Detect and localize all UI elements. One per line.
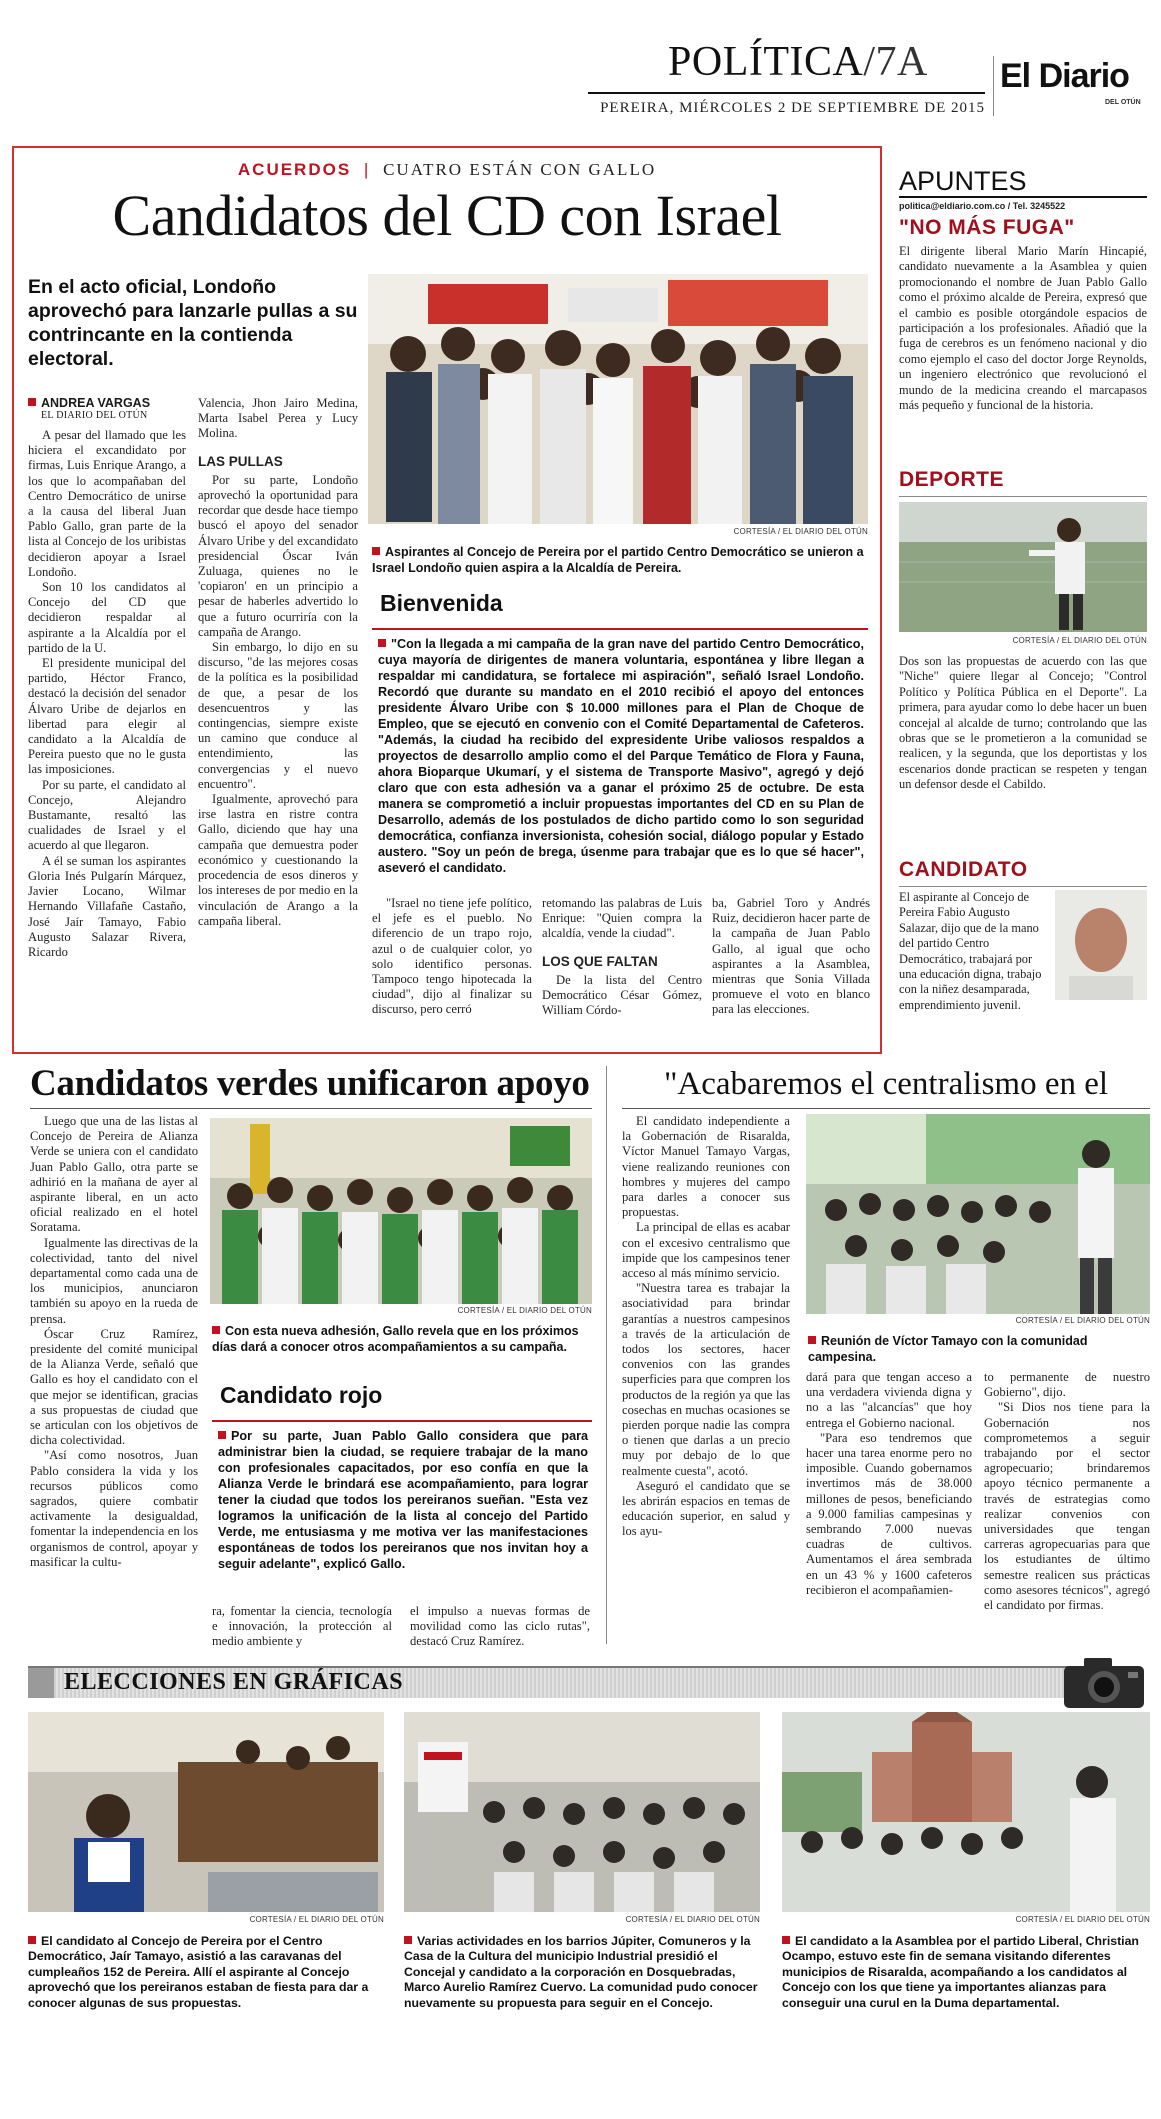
paragraph: El presidente municipal del partido, Héctor Franco, destacó la decisión del senador Álvaro Uribe de dejarlos en libertad para elegir al candidato a la Alcaldía de Pereira puesto que no le gusta las imposiciones. — [28, 656, 186, 777]
header-rule — [588, 92, 985, 94]
apuntes-sidebar — [895, 146, 1151, 1054]
subhead-pullas: LAS PULLAS — [198, 453, 283, 469]
byline-org: EL DIARIO DEL OTÚN — [41, 410, 148, 421]
page-number: /7A — [863, 39, 928, 85]
lead-deck: En el acto oficial, Londoño aprovechó para lanzarle pullas a su contrincante en la contienda electoral. — [28, 276, 358, 370]
paragraph: Igualmente las directivas de la colectividad, tanto del nivel departamental como cada una de los municipios, anunciaron también su apoyo en la rueda de prensa. — [30, 1235, 198, 1326]
candidato-text — [899, 890, 1049, 1013]
paragraph: dará para que tengan acceso a una verdadera vivienda digna y no a las "alcancías" que hoy entrega el Gobierno nacional. — [806, 1370, 972, 1430]
paragraph: A pesar del llamado que les hiciera el excandidato por firmas, Luis Enrique Arango, a los que lo acompañaban del Centro Democrático de unirse a la causa del liberal Juan Pablo Gallo, gran parte de la lista al Concejo de los uribistas decidieron apoyar a Israel Londoño. — [28, 428, 186, 579]
brand-sub: DEL OTÚN — [1105, 99, 1141, 106]
deporte-photo — [899, 502, 1147, 632]
paragraph: Óscar Cruz Ramírez, presidente del comité municipal de la Alianza Verde, señaló que Gallo es hoy el candidato con el que mejor se identifican, gracias a sus propuestas de ciudad que se articulan con los objetivos de dicha colectividad. — [30, 1326, 198, 1448]
lead-col-3 — [372, 896, 532, 1018]
caption-text: El candidato al Concejo de Pereira por el Centro Democrático, Jaír Tamayo, asistió a las caravanas del cumpleaños 152 de Pereira. Allí el aspirante al Concejo aprovechó que los pereiranos estaban de fiesta para dar a conocer algunas de sus propuestas. — [28, 1934, 369, 2010]
bienvenida-marker — [378, 639, 386, 647]
camera-icon — [1058, 1652, 1150, 1710]
paragraph: "Para eso tendremos que hacer una tarea enorme pero no imposible. Cuando gobernamos invertimos más de 38.000 millones de pesos, beneficiando a 9.000 familias campesinas y sembrando 7.000 nuevas cuadras de cultivos. Aumentamos el área sembrada en un 43 % y 1600 cafeteros recibieron el acompañamien- — [806, 1430, 972, 1597]
brand-divider — [993, 56, 994, 116]
rojo-rule — [212, 1420, 592, 1422]
apuntes-rule — [899, 196, 1147, 198]
paragraph: El aspirante al Concejo de Pereira Fabio Augusto Salazar, dijo que de la mano del partido Centro Democrático, trabajará por una educación digna, trabajo con la niñez desamparada, emprendimiento juvenil. — [899, 890, 1042, 1012]
paragraph: ra, fomentar la ciencia, tecnología e innovación, la protección al medio ambiente y — [212, 1604, 392, 1649]
paragraph: Por su parte, el candidato al Concejo, Alejandro Bustamante, resaltó las cualidades de Israel y el acuerdo al que llegaron. — [28, 777, 186, 853]
paragraph: "Nuestra tarea es trabajar la asociatividad para brindar garantías a nuestros campesinos a través de la articulación de todos los sectores, hacer convenios con las grandes superficies para que compren los productos de la región ya que las cosechas en muchas ocasiones se pierden porque nadie las compra o tienen que darlas a un precio muy por debajo de lo que realmente cuesta", acotó. — [622, 1281, 790, 1478]
rojo-box — [212, 1382, 592, 1600]
graficas-credit-1: CORTESÍA / EL DIARIO DEL OTÚN — [249, 1915, 384, 1924]
fuga-heading: "NO MÁS FUGA" — [899, 216, 1075, 239]
verdes-col-2 — [212, 1604, 392, 1650]
paragraph: Son 10 los candidatos al Concejo del CD que decidieron respaldar al aspirante a la Alcaldía por el partido de la U. — [28, 580, 186, 655]
paragraph: "Israel no tiene jefe político, el jefe es el pueblo. No diferencio de un trapo rojo, azul o de cualquier color, yo solo identifico personas. Tampoco tengo hipotecada la ciudad", dijo al finalizar su discurso, pero cerró — [372, 896, 532, 1017]
graficas-credit-2: CORTESÍA / EL DIARIO DEL OTÚN — [625, 1915, 760, 1924]
campo-col-2 — [806, 1370, 972, 1598]
campo-photo-credit: CORTESÍA / EL DIARIO DEL OTÚN — [1015, 1316, 1150, 1325]
kicker-subtitle: CUATRO ESTÁN CON GALLO — [383, 160, 657, 179]
caption-text: Aspirantes al Concejo de Pereira por el partido Centro Democrático se unieron a Israel Londoño quien aspira a la Alcaldía de Pereira. — [372, 545, 864, 575]
rojo-marker — [218, 1431, 226, 1439]
lead-kicker — [12, 160, 882, 180]
verdes-col-1 — [30, 1114, 198, 1570]
lead-headline: Candidatos del CD con Israel — [112, 183, 782, 248]
dateline: PEREIRA, MIÉRCOLES 2 DE SEPTIEMBRE DE 2015 — [600, 100, 985, 116]
verdes-headline: Candidatos verdes unificaron apoyo — [30, 1063, 590, 1104]
paragraph: El candidato independiente a la Gobernación de Risaralda, Víctor Manuel Tamayo Vargas, viene realizando reuniones con hombres y mujeres del campo para darles a conocer sus propuestas. — [622, 1114, 790, 1220]
paragraph: Sin embargo, lo dijo en su discurso, "de las mejores cosas de la política es la posibilidad de que, a pesar de los desencuentros y las contingencias, siempre existe un camino que conduce al entendimiento, las convergencias y el nuevo encuentro". — [198, 640, 358, 791]
section-name: POLÍTICA — [668, 39, 864, 85]
section-title — [668, 40, 928, 84]
caption-text: Reunión de Víctor Tamayo con la comunidad campesina. — [808, 1334, 1088, 1364]
verdes-photo-credit: CORTESÍA / EL DIARIO DEL OTÚN — [457, 1306, 592, 1315]
candidato-heading: CANDIDATO — [899, 858, 1028, 881]
caption-text: El candidato a la Asamblea por el partido Liberal, Christian Ocampo, estuvo este fin de semana visitando diferentes municipios de Risaralda, acompañando a los candidatos al Concejo con los que tiene ya importantes alianzas para conseguir una curul en la Duma departamental. — [782, 1934, 1139, 2010]
paragraph: Luego que una de las listas al Concejo de Pereira de Alianza Verde se uniera con el candidato Juan Pablo Gallo, otra parte se adhirió en la mañana de ayer al aspirante liberal, en un acto oficial realizado en el hotel Soratama. — [30, 1114, 198, 1235]
campo-rule — [622, 1108, 1150, 1109]
deporte-rule — [899, 496, 1147, 497]
caption-marker — [808, 1336, 816, 1344]
rojo-heading: Candidato rojo — [220, 1382, 383, 1408]
graficas-photo-2 — [404, 1712, 760, 1912]
paragraph: "Así como nosotros, Juan Pablo considera la vida y los recursos públicos como sagrados, quiere combatir activamente la desigualdad, fomentar la independencia en los organismos de control, apoyar y masificar la cultu- — [30, 1448, 198, 1569]
lead-photo — [368, 274, 868, 524]
candidato-photo — [1055, 890, 1147, 1000]
caption-marker — [372, 547, 380, 555]
lead-photo-caption — [372, 545, 864, 576]
graficas-caption-1 — [28, 1934, 384, 2011]
verdes-col-3 — [410, 1604, 590, 1650]
column-divider — [606, 1066, 607, 1644]
paragraph: ba, Gabriel Toro y Andrés Ruiz, decidieron hacer parte de la campaña de Juan Pablo Gallo, al igual que ocho aspirantes a la Asamblea, mientras que Sonia Villada promueve el voto en blanco para las elecciones. — [712, 896, 870, 1017]
bienvenida-heading: Bienvenida — [380, 590, 503, 616]
paragraph: Dos son las propuestas de acuerdo con las que "Niche" quiere llegar al Concejo; "Control Político y Política Pública en el Deporte". La primera, para ayudar como lo debe hacer un buen concejal al alcalde de turno; controlando que las obras que se le prometieron a la comunidad se realicen, y la segunda, que los deportistas y los escenarios donde practican se respeten y tengan un defensor desde el Cabildo. — [899, 654, 1147, 792]
subhead-faltan: LOS QUE FALTAN — [542, 953, 658, 969]
candidato-rule — [899, 886, 1147, 887]
brand-logo: El Diario — [1000, 57, 1129, 95]
caption-marker — [782, 1936, 790, 1944]
paragraph: De la lista del Centro Democrático César Gómez, William Córdo- — [542, 972, 702, 1018]
paragraph: to permanente de nuestro Gobierno", dijo. — [984, 1370, 1150, 1400]
paragraph: Por su parte, Londoño aprovechó la oportunidad para recordar que desde hace tiempo buscó el apoyo del senador Álvaro Uribe y del excandidato presidencial Óscar Iván Zuluaga, quienes no le 'copiaron' en un principio a pesar de haberles advertido lo que a futuro ocurriría con la campaña de Arango. — [198, 472, 358, 639]
lead-photo-credit: CORTESÍA / EL DIARIO DEL OTÚN — [733, 527, 868, 536]
fuga-text — [899, 244, 1147, 413]
paragraph: La principal de ellas es acabar con el excesivo centralismo que impide que los campesinos tener acceso al más mínimo servicio. — [622, 1220, 790, 1281]
campo-col-1 — [622, 1114, 790, 1540]
verdes-photo-caption — [212, 1324, 590, 1355]
caption-marker — [212, 1326, 220, 1334]
campo-photo — [806, 1114, 1150, 1314]
campo-headline: "Acabaremos el centralismo en el — [663, 1066, 1109, 1102]
graficas-title-accent — [28, 1668, 54, 1698]
lead-col-1 — [28, 428, 186, 960]
graficas-caption-3 — [782, 1934, 1150, 2011]
lead-byline — [28, 396, 188, 421]
apuntes-title: APUNTES — [899, 166, 1027, 196]
graficas-credit-3: CORTESÍA / EL DIARIO DEL OTÚN — [1015, 1915, 1150, 1924]
lead-col-5 — [712, 896, 870, 1018]
byline-name: ANDREA VARGAS — [41, 396, 151, 410]
caption-marker — [404, 1936, 412, 1944]
campo-col-3 — [984, 1370, 1150, 1613]
deporte-photo-credit: CORTESÍA / EL DIARIO DEL OTÚN — [1012, 636, 1147, 645]
paragraph: Valencia, Jhon Jairo Medina, Marta Isabel Perea y Lucy Molina. — [198, 396, 358, 441]
byline-marker — [28, 398, 36, 406]
bienvenida-text — [378, 636, 864, 876]
verdes-photo — [210, 1118, 592, 1304]
rojo-text — [218, 1428, 588, 1572]
graficas-caption-2 — [404, 1934, 760, 2011]
lead-col-2 — [198, 396, 358, 929]
campo-photo-caption — [808, 1334, 1150, 1365]
deporte-heading: DEPORTE — [899, 468, 1005, 491]
paragraph: Aseguró el candidato que se les abrirán espacios en temas de educación superior, en salud y los ayu- — [622, 1478, 790, 1539]
graficas-title-bar — [28, 1666, 1068, 1698]
kicker-label: ACUERDOS — [237, 160, 352, 179]
paragraph: Igualmente, aprovechó para irse lastra en ristre contra Gallo, diciendo que hay una campaña que demuestra poder económico y cuestionando la procedencia de esos dineros y los intereses de por medio en la vinculación de Arango a la campaña liberal. — [198, 792, 358, 928]
paragraph: retomando las palabras de Luis Enrique: "Quien compra la alcaldía, vende la ciudad". — [542, 896, 702, 941]
paragraph: "Si Dios nos tiene para la Gobernación nos comprometemos a seguir trabajando por el sector agropecuario; brindaremos apoyo técnico permanente a través de estrategias como realizar convenios con universidades que tengan carreras agropecuarias para que los estudiantes de último semestre realicen sus prácticas como asesores técnicos", agregó el candidato por firmas. — [984, 1400, 1150, 1613]
graficas-photo-3 — [782, 1712, 1150, 1912]
rojo-body: Por su parte, Juan Pablo Gallo considera que para administrar bien la ciudad, se requiere trabajar de la mano con profesionales capacitados, por eso confía en que la Alianza Verde le brindará ese acompañamiento, para lograr tener la ciudad que todos los pereiranos sueñan. "Esta vez logramos la unificación de la lista al concejo del Partido Verde, me entusiasma y me motiva ver las manifestaciones espontáneas de todos los pereiranos que nos invitan hoy a seguir adelante", explicó Gallo. — [218, 1429, 588, 1571]
graficas-title: ELECCIONES EN GRÁFICAS — [64, 1669, 404, 1695]
bienvenida-body: "Con la llegada a mi campaña de la gran nave del partido Centro Democrático, cuya mayoría de dirigentes de manera voluntaria, espontánea y libre llegan a respaldar mi candidatura, se fortalece mi aspiración", señaló Israel Londoño. Recordó que durante su mandato en el 2010 recibió el apoyo del entonces presidente Álvaro Uribe con $ 10.000 millones para el Plan de Choque de Empleo, que se ejecutó en convenio con el Comité Departamental de Cafeteros. "Además, la ciudad ha recibido del expresidente Uribe valiosos respaldos a proyectos de desarrollo amplio como el del Parque Temático de Flora y Fauna, ahora Bioparque Ukumarí, y el sistema de Transporte Masivo", agregó y dejó claro que con esta adhesión va a ganar el próximo 25 de octubre. De esta manera se comprometió a incluir propuestas importantes del CD en su Plan de Desarrollo, además de los postulados de dicho partido como lo son seguridad democrática, confianza inversionista, cohesión social, diálogo popular y Estado austero. "Soy un peón de brega, úsenme para trabajar que es lo que sé hacer", aseveró el candidato. — [378, 637, 864, 875]
bienvenida-box — [372, 590, 868, 877]
lead-col-4 — [542, 896, 702, 1018]
verdes-rule — [30, 1108, 592, 1109]
graficas-photo-1 — [28, 1712, 384, 1912]
kicker-separator: | — [363, 160, 371, 179]
paragraph: El dirigente liberal Mario Marín Hincapié, candidato nuevamente a la Asamblea y quien promocionando el nombre de Juan Pablo Gallo como el próximo alcalde de Pereira, expresó que el cambio es posible otorgándole espacios de participación a los profesionales. Añadió que la fuga de cerebros es un fenómeno nacional y dio como ejemplo el caso del doctor Jorge Reynolds, un ingeniero electrónico que revolucionó el mundo de la medicina creando el marcapasos más pequeño y funcional de la historia. — [899, 244, 1147, 413]
apuntes-contact: politica@eldiario.com.co / Tel. 3245522 — [899, 201, 1066, 211]
caption-marker — [28, 1936, 36, 1944]
caption-text: Varias actividades en los barrios Júpiter, Comuneros y la Casa de la Cultura del municipio Industrial presidió el Concejal y candidato a la corporación en Dosquebradas, Marco Aurelio Ramírez Cuervo. La comunidad pudo conocer nuevamente su propuesta para seguir en el Concejo. — [404, 1934, 758, 2010]
caption-text: Con esta nueva adhesión, Gallo revela que en los próximos días dará a conocer otros acompañamientos a su campaña. — [212, 1324, 579, 1354]
masthead — [0, 0, 1161, 140]
deporte-text — [899, 654, 1147, 793]
paragraph: el impulso a nuevas formas de movilidad como las ciclo rutas", destacó Cruz Ramírez. — [410, 1604, 590, 1649]
paragraph: A él se suman los aspirantes Gloria Inés Pulgarín Márquez, Javier Locano, Wilmar Hernando Villafañe Castaño, José Jaír Tamayo, Fabio Augusto Salazar Rivera, Ricardo — [28, 853, 186, 959]
bienvenida-rule — [372, 628, 868, 630]
